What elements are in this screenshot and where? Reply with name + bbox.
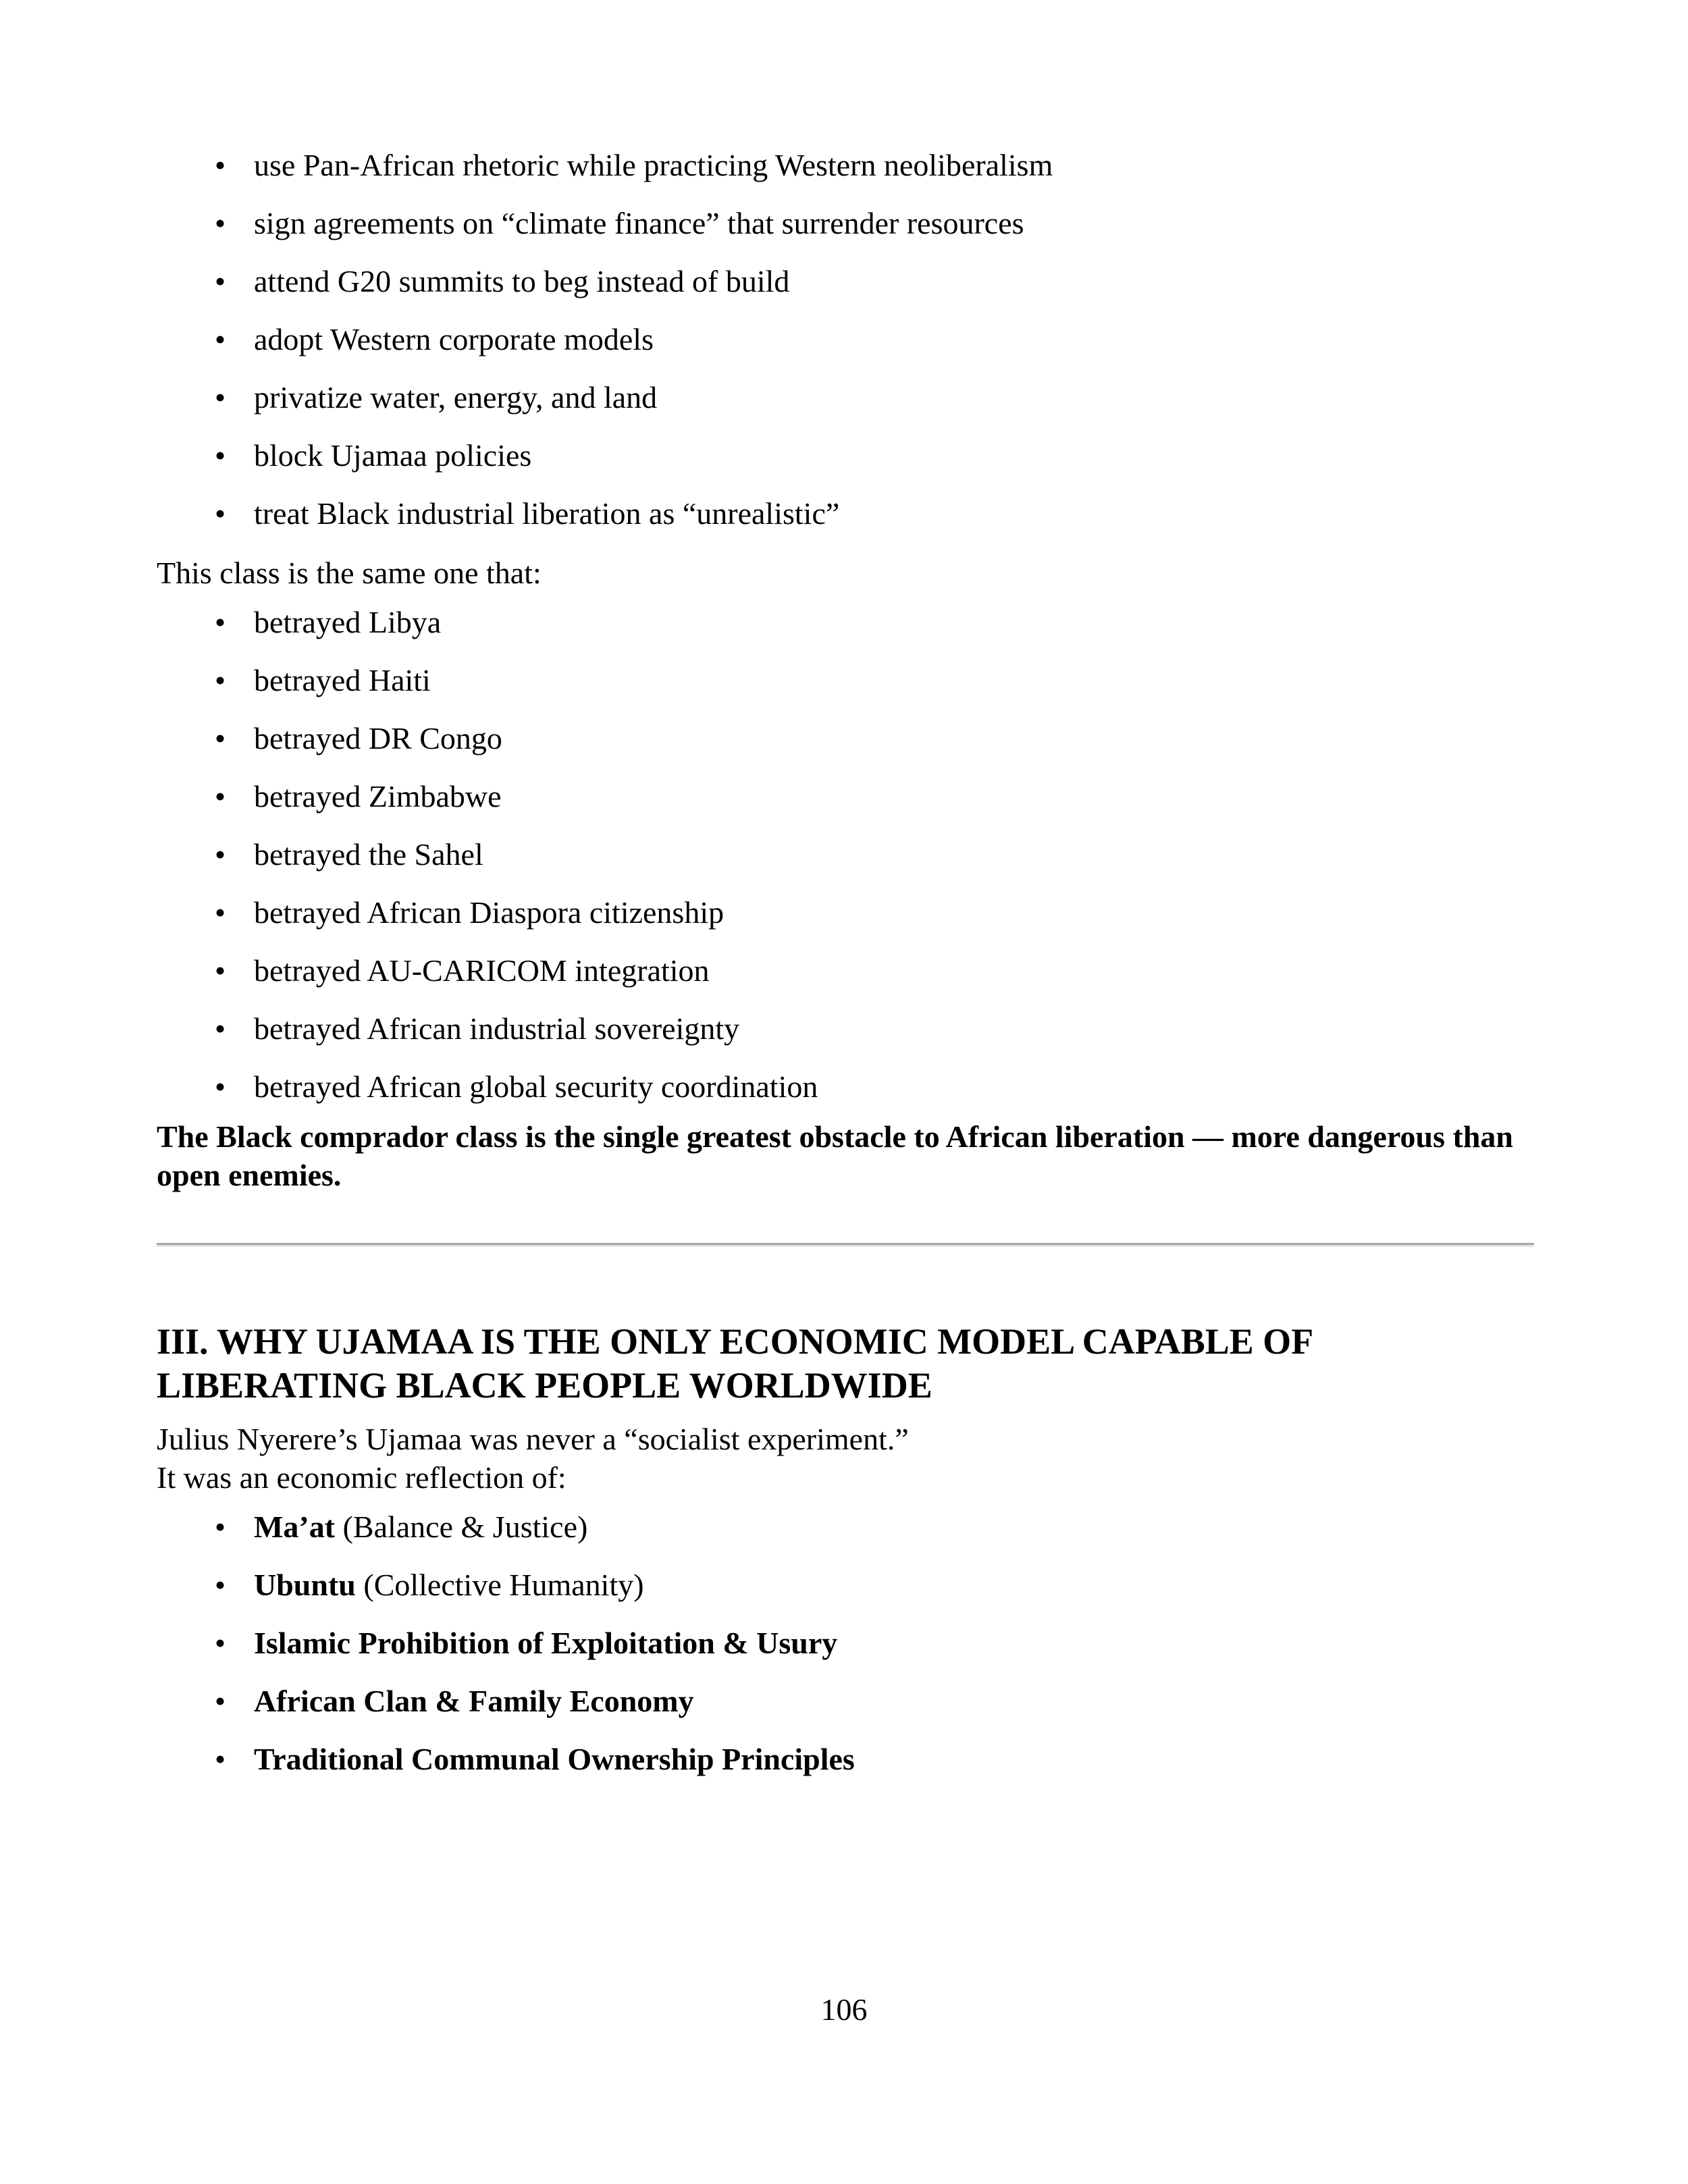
list-item: • betrayed Haiti bbox=[215, 663, 431, 697]
bullet-icon: • bbox=[215, 322, 226, 356]
list-item bbox=[215, 1683, 1534, 1720]
bullet-icon: • bbox=[215, 1069, 226, 1104]
bullet-icon: • bbox=[215, 605, 226, 639]
list-item: • sign agreements on “climate finance” that surrender resources bbox=[215, 206, 1024, 240]
list-item: • betrayed AU-CARICOM integration bbox=[215, 953, 710, 988]
comprador-actions-list bbox=[157, 147, 1534, 532]
bullet-icon: • bbox=[215, 837, 226, 872]
bullet-icon: • bbox=[215, 1626, 226, 1660]
bullet-icon: • bbox=[215, 1684, 226, 1718]
bullet-icon: • bbox=[215, 496, 226, 531]
bullet-icon: • bbox=[215, 663, 226, 697]
list-item: • betrayed African industrial sovereignty bbox=[215, 1011, 740, 1046]
bullet-icon: • bbox=[215, 779, 226, 814]
bullet-icon: • bbox=[215, 264, 226, 298]
bullet-icon: • bbox=[215, 953, 226, 988]
bullet-icon: • bbox=[215, 206, 226, 240]
principle-name: Ma’at bbox=[254, 1510, 336, 1544]
list-item: • treat Black industrial liberation as “unrealistic” bbox=[215, 496, 840, 531]
section-intro-line: It was an economic reflection of: bbox=[157, 1460, 566, 1495]
page-number: 106 bbox=[820, 1992, 868, 2027]
section-intro bbox=[157, 1420, 1534, 1497]
list-item: • adopt Western corporate models bbox=[215, 322, 654, 356]
list-item: • block Ujamaa policies bbox=[215, 438, 532, 473]
bullet-icon: • bbox=[215, 895, 226, 930]
bullet-icon: • bbox=[215, 148, 226, 182]
bullet-icon: • bbox=[215, 438, 226, 473]
list-item: • use Pan-African rhetoric while practicing Western neoliberalism bbox=[215, 148, 1053, 182]
list-item: • betrayed African Diaspora citizenship bbox=[215, 895, 724, 930]
bullet-icon: • bbox=[215, 1742, 226, 1776]
list-item: • betrayed the Sahel bbox=[215, 837, 483, 872]
list-item: • privatize water, energy, and land bbox=[215, 380, 658, 415]
bold-statement: The Black comprador class is the single greatest obstacle to African liberation — more dangerous than open enemies. bbox=[157, 1119, 1514, 1192]
page-content bbox=[157, 147, 1534, 1799]
list-item: • betrayed Zimbabwe bbox=[215, 779, 502, 814]
list-item bbox=[215, 1509, 1534, 1545]
bullet-icon: • bbox=[215, 1011, 226, 1046]
bullet-icon: • bbox=[215, 1510, 226, 1544]
bullet-icon: • bbox=[215, 1568, 226, 1602]
principles-list bbox=[157, 1509, 1534, 1778]
intro-paragraph: This class is the same one that: bbox=[157, 556, 542, 590]
principle-name: Islamic Prohibition of Exploitation & Usury bbox=[254, 1626, 838, 1660]
bullet-icon: • bbox=[215, 721, 226, 755]
horizontal-divider bbox=[157, 1243, 1534, 1247]
principle-note: (Collective Humanity) bbox=[355, 1568, 644, 1602]
principle-note: (Balance & Justice) bbox=[335, 1510, 588, 1544]
section-intro-line: Julius Nyerere’s Ujamaa was never a “socialist experiment.” bbox=[157, 1422, 909, 1456]
list-item bbox=[215, 1567, 1534, 1603]
list-item: • betrayed African global security coordination bbox=[215, 1069, 818, 1104]
bullet-icon: • bbox=[215, 380, 226, 415]
list-item bbox=[215, 1625, 1534, 1661]
principle-name: Traditional Communal Ownership Principles bbox=[254, 1742, 855, 1776]
list-item: • betrayed DR Congo bbox=[215, 721, 502, 755]
principle-name: African Clan & Family Economy bbox=[254, 1684, 694, 1718]
list-item: • betrayed Libya bbox=[215, 605, 442, 639]
list-item: • attend G20 summits to beg instead of build bbox=[215, 264, 790, 298]
principle-name: Ubuntu bbox=[254, 1568, 356, 1602]
list-item bbox=[215, 1741, 1534, 1778]
betrayals-list bbox=[157, 604, 1534, 1105]
section-heading: III. WHY UJAMAA IS THE ONLY ECONOMIC MODEL CAPABLE OF LIBERATING BLACK PEOPLE WORLDWIDE bbox=[157, 1321, 1313, 1406]
